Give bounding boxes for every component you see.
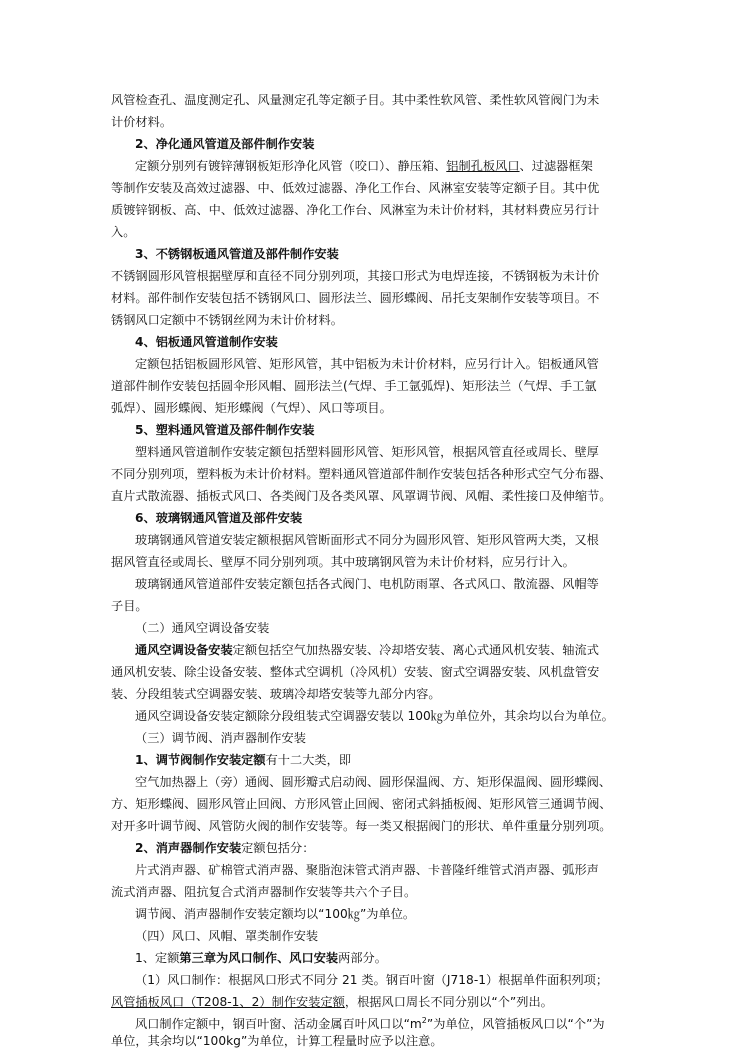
- section-heading: 2、净化通风管道及部件制作安装: [135, 137, 315, 151]
- underlined-term: 铝制孔板风口: [446, 159, 520, 173]
- text-line: 风管插板风口（T208-1、2）制作安装定额，根据风口周长不同分别以“个”列出。: [111, 995, 553, 1009]
- bold-term: 1、调节阀制作安装定额: [135, 753, 266, 767]
- text-line: 塑料通风管道制作安装定额包括塑料圆形风管、矩形风管，根据风管直径或周长、壁厚: [135, 445, 599, 459]
- text-line: 风口制作定额中，钢百叶窗、活动金属百叶风口以“$m^2$”为单位，风管插板风口以“个”为: [135, 1015, 605, 1031]
- text-line: 子目。: [111, 599, 148, 613]
- text-line: 装、分段组装式空调器安装、玻璃冷却塔安装等九部分内容。: [111, 687, 441, 701]
- text-line: 通风机安装、除尘设备安装、整体式空调机（冷风机）安装、窗式空调器安装、风机盘管安: [111, 665, 600, 679]
- text-line: 对开多叶调节阀、风管防火阀的制作安装等。每一类又根据阀门的形状、单件重量分别列项。: [111, 819, 612, 833]
- text-line: 等制作安装及高效过滤器、中、低效过滤器、净化工作台、风淋室安装等定额子目。其中优: [111, 181, 600, 195]
- text-line: 通风空调设备安装定额除分段组装式空调器安装以 100㎏为单位外，其余均以台为单位。: [135, 709, 614, 723]
- text-line: 锈钢风口定额中不锈钢丝网为未计价材料。: [111, 313, 343, 327]
- subsection-heading: （二）通风空调设备安装: [135, 621, 270, 635]
- text-line: 直片式散流器、插板式风口、各类阀门及各类风罩、风罩调节阀、风帽、柔性接口及伸缩节。: [111, 489, 612, 503]
- text-line: 玻璃钢通风管道安装定额根据风管断面形式不同分为圆形风管、矩形风管两大类，又根: [135, 533, 599, 547]
- text-line: 风管检查孔、温度测定孔、风量测定孔等定额子目。其中柔性软风管、柔性软风管阀门为未: [111, 93, 600, 107]
- text-line: 不锈钢圆形风管根据壁厚和直径不同分别列项，其接口形式为电焊连接，不锈钢板为未计价: [111, 269, 600, 283]
- bold-term: 第三章为风口制作、风口安装: [179, 951, 339, 965]
- text-line: 通风空调设备安装定额包括空气加热器安装、冷却塔安装、离心式通风机安装、轴流式: [135, 643, 599, 657]
- text-line: 片式消声器、矿棉管式消声器、聚脂泡沫管式消声器、卡普隆纤维管式消声器、弧形声: [135, 863, 599, 877]
- text-line: 质镀锌钢板、高、中、低效过滤器、净化工作台、风淋室为未计价材料，其材料费应另行计: [111, 203, 600, 217]
- underlined-term: 风管插板风口（T208-1、2）制作安装定额: [111, 995, 345, 1009]
- text-line: 1、定额第三章为风口制作、风口安装两部分。: [135, 951, 387, 965]
- bold-term: 2、消声器制作安装: [135, 841, 242, 855]
- section-heading: 3、不锈钢板通风管道及部件制作安装: [135, 247, 339, 261]
- text-line: （1）风口制作：根据风口形式不同分 21 类。钢百叶窗（J718-1）根据单件面积列项；: [135, 973, 609, 987]
- text-line: 定额包括铝板圆形风管、矩形风管，其中铝板为未计价材料，应另行计入。铝板通风管: [135, 357, 599, 371]
- text-line: 计价材料。: [111, 115, 173, 129]
- section-heading: 6、玻璃钢通风管道及部件安装: [135, 511, 303, 525]
- section-heading: 5、塑料通风管道及部件制作安装: [135, 423, 315, 437]
- text-line: 方、矩形蝶阀、圆形风管止回阀、方形风管止回阀、密闭式斜插板阀、矩形风管三通调节阀、: [111, 797, 612, 811]
- text-line: 玻璃钢通风管道部件安装定额包括各式阀门、电机防雨罩、各式风口、散流器、风帽等: [135, 577, 599, 591]
- text-line: 据风管直径或周长、壁厚不同分别列项。其中玻璃钢风管为未计价材料，应另行计入。: [111, 555, 575, 569]
- bold-term: 通风空调设备安装: [135, 643, 233, 657]
- text-line: 1、调节阀制作安装定额有十二大类，即: [135, 753, 352, 767]
- section-heading: 4、铝板通风管道制作安装: [135, 335, 278, 349]
- text-line: 定额分别列有镀锌薄钢板矩形净化风管（咬口）、静压箱、铝制孔板风口、过滤器框架: [135, 159, 593, 173]
- subsection-heading: （四）风口、风帽、罩类制作安装: [135, 929, 319, 943]
- text-line: 2、消声器制作安装定额包括分：: [135, 841, 315, 855]
- text-line: 调节阀、消声器制作安装定额均以“100㎏”为单位。: [135, 907, 416, 921]
- text-line: 不同分别列项，塑料板为未计价材料。塑料通风管道部件制作安装包括各种形式空气分布器、: [111, 467, 612, 481]
- text-line: 弧焊）、圆形蝶阀、矩形蝶阀（气焊）、风口等项目。: [111, 401, 392, 415]
- text-line: 入。: [111, 225, 136, 239]
- text-line: 单位，其余均以“100kg”为单位，计算工程量时应予以注意。: [111, 1034, 443, 1048]
- text-line: 空气加热器上（旁）通阀、圆形瓣式启动阀、圆形保温阀、方、矩形保温阀、圆形蝶阀、: [135, 775, 612, 789]
- text-line: 材料。部件制作安装包括不锈钢风口、圆形法兰、圆形蝶阀、吊托支架制作安装等项目。不: [111, 291, 600, 305]
- text-line: 道部件制作安装包括圆伞形风帽、圆形法兰(气焊、手工氩弧焊)、矩形法兰（气焊、手工氩: [111, 379, 597, 393]
- text-line: 流式消声器、阻抗复合式消声器制作安装等共六个子目。: [111, 885, 417, 899]
- subsection-heading: （三）调节阀、消声器制作安装: [135, 731, 306, 745]
